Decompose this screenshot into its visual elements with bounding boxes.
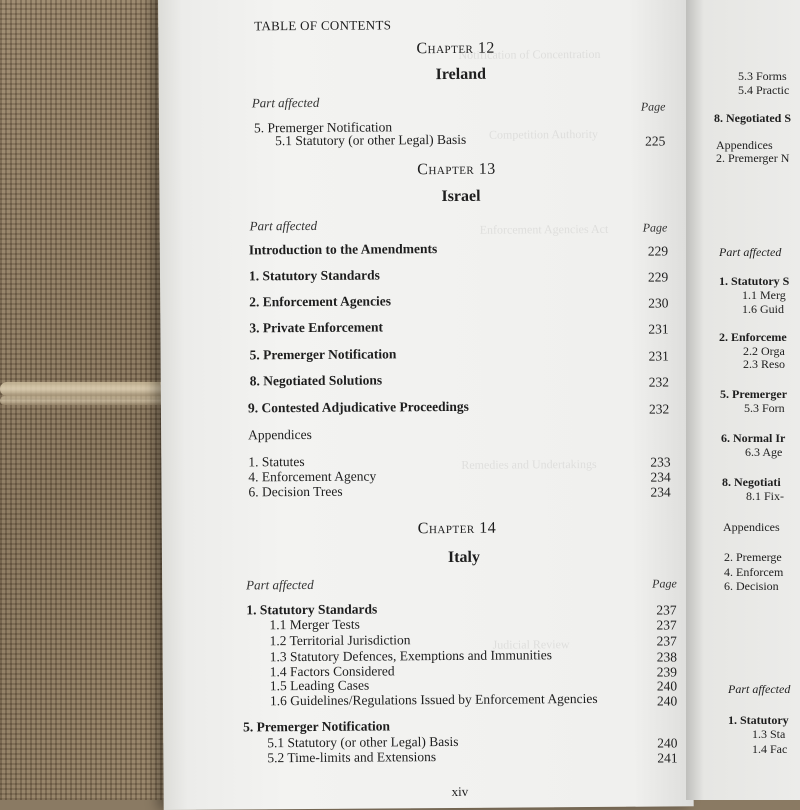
- appendix-entry: 4. Enforcement Agency: [248, 468, 377, 485]
- toc-page-number: 241: [657, 750, 678, 766]
- twine-cord: [0, 382, 185, 396]
- toc-entry: 1. Statutory Standards: [248, 267, 380, 284]
- toc-page-number: 232: [648, 401, 670, 417]
- toc-entry: 1. Statutory: [728, 713, 789, 727]
- toc-entry: 5. Premerger: [720, 387, 788, 401]
- toc-page-number: 240: [656, 678, 678, 694]
- part-affected-label: Part affected: [246, 576, 314, 593]
- toc-entry: 8. Negotiati: [722, 475, 781, 489]
- toc-entry: 1.3 Statutory Defences, Exemptions and Immunities: [269, 647, 553, 665]
- toc-entry: 3. Private Enforcement: [249, 319, 384, 336]
- chapter-12-heading: Chapter 12: [416, 39, 495, 58]
- toc-entry: 5. Premerger Notification: [253, 119, 393, 136]
- toc-page-number: 231: [648, 321, 669, 337]
- appendix-entry: 2. Premerge: [724, 550, 782, 564]
- chapter-13-heading: Chapter 13: [417, 160, 496, 179]
- page-column-label: Page: [652, 576, 677, 591]
- chapter-12-country: Ireland: [435, 65, 487, 84]
- part-affected-label: Part affected: [251, 94, 320, 111]
- toc-entry: 6. Normal Ir: [721, 431, 786, 445]
- chapter-14-country: Italy: [447, 548, 481, 566]
- part-affected-label: Part affected: [719, 245, 782, 259]
- toc-entry: 1.4 Fac: [752, 742, 788, 756]
- part-affected-label: Part affected: [728, 682, 791, 696]
- toc-entry: 5. Premerger Notification: [249, 346, 397, 363]
- toc-page-number: 240: [656, 693, 678, 709]
- appendix-entry: 1. Statutes: [248, 453, 305, 470]
- toc-page-number: 237: [656, 633, 677, 649]
- toc-entry: 5.3 Forms: [738, 69, 787, 83]
- appendix-entry: 4. Enforcem: [724, 565, 784, 579]
- appendix-entry: 6. Decision Trees: [248, 483, 343, 500]
- toc-page-number: 231: [648, 348, 669, 364]
- page-column-label: Page: [640, 99, 666, 114]
- page-folio: xiv: [451, 783, 469, 799]
- toc-entry: 1.5 Leading Cases: [269, 677, 370, 694]
- toc-entry: 2. Enforceme: [719, 330, 787, 344]
- toc-entry: 5.1 Statutory (or other Legal) Basis: [267, 733, 459, 751]
- right-book-page: [686, 0, 800, 800]
- chapter-13-country: Israel: [441, 187, 481, 206]
- toc-page-number: 229: [647, 243, 669, 259]
- toc-entry: 2.3 Reso: [743, 357, 785, 371]
- toc-entry: 5.4 Practic: [738, 83, 790, 97]
- toc-entry: 1.3 Sta: [752, 727, 786, 741]
- toc-entry: 1.1 Merger Tests: [269, 616, 360, 633]
- toc-entry: 8. Negotiated S: [714, 111, 791, 125]
- toc-entry: 2. Enforcement Agencies: [249, 293, 392, 310]
- toc-page-number: 229: [647, 269, 669, 285]
- appendices-heading: Appendices: [716, 138, 773, 152]
- page-header: TABLE OF CONTENTS: [254, 17, 392, 34]
- toc-page-number: 237: [656, 617, 677, 633]
- toc-entry: 1.6 Guid: [742, 302, 784, 316]
- toc-page-number: 239: [656, 664, 678, 680]
- toc-entry: Introduction to the Amendments: [248, 241, 438, 258]
- toc-page-number: 230: [648, 295, 669, 311]
- toc-entry: 6.3 Age: [745, 445, 783, 459]
- toc-entry: 8.1 Fix-: [746, 489, 785, 503]
- appendix-entry: 2. Premerger N: [716, 151, 790, 165]
- toc-entry: 1. Statutory Standards: [246, 601, 378, 618]
- toc-entry: 1. Statutory S: [719, 274, 790, 288]
- toc-entry: 5.3 Forn: [744, 401, 785, 415]
- page-column-label: Page: [642, 220, 668, 235]
- toc-entry: 1.2 Territorial Jurisdiction: [269, 632, 411, 649]
- chapter-14-heading: Chapter 14: [417, 519, 497, 538]
- toc-entry: 5.1 Statutory (or other Legal) Basis: [275, 131, 467, 149]
- toc-entry: 8. Negotiated Solutions: [249, 372, 383, 389]
- twine-cord-shadow: [0, 396, 185, 405]
- toc-page-number: 234: [650, 484, 671, 500]
- toc-entry: 5. Premerger Notification: [243, 718, 391, 735]
- appendices-heading: Appendices: [723, 520, 780, 534]
- toc-entry: 1.6 Guidelines/Regulations Issued by Enforcement Agencies: [269, 690, 598, 709]
- toc-page-number: 233: [650, 454, 671, 470]
- toc-page-number: 234: [650, 469, 671, 485]
- toc-entry: 1.1 Merg: [742, 288, 786, 302]
- appendices-heading: Appendices: [248, 426, 312, 443]
- toc-page-number: 232: [648, 374, 670, 390]
- toc-page-number: 237: [656, 602, 677, 618]
- toc-entry: 5.2 Time-limits and Extensions: [267, 749, 437, 766]
- toc-page-number: 238: [656, 649, 677, 665]
- toc-page-number: 225: [645, 133, 666, 149]
- toc-entry: 1.4 Factors Considered: [269, 663, 395, 680]
- left-book-page: Notification of Concentration Competition Authority Enforcement Agencies Act Remedies and Undertakings Judicial Review TABLE OF CONTENTS Chapter 12 Ireland Part affected Page 5. Premerger Notification 5.1 Statutory (or other Legal) Basis 225 Chapter 13 Israel Part affected Page Introduction to the Amendments 229 1. Statutory Standards 229 2. Enforcement Agencies 230 3. Private Enforcement 231 5. Premerger Notification 231 8. Negotiated Solutions 232 9. Contested Adjudicative Proceedings 232 Appendices 1. Statutes 233 4. Enforcement Agency 234 6. Decision Trees 234 Chapter 14 Italy Part affected Page 1. Statutory Standards 237 1.1 Merger Tests 237 1.2 Territorial Jurisdiction 237 1.3 Statutory Defences, Exemptions and Immunities 238 1.4 Factors Considered 239 1.5 Leading Cases 240 1.6 Guidelines/Regulations Issued by Enforcement Agencies 240 5. Premerger Notification 5.1 Statutory (or other Legal) Basis 240 5.2 Time-limits and Extensions 241 xiv: [158, 0, 694, 810]
- toc-entry: 2.2 Orga: [743, 344, 785, 358]
- appendix-entry: 6. Decision: [724, 579, 779, 593]
- toc-entry: 9. Contested Adjudicative Proceedings: [247, 398, 469, 416]
- toc-page-number: 240: [657, 735, 678, 751]
- part-affected-label: Part affected: [249, 217, 318, 234]
